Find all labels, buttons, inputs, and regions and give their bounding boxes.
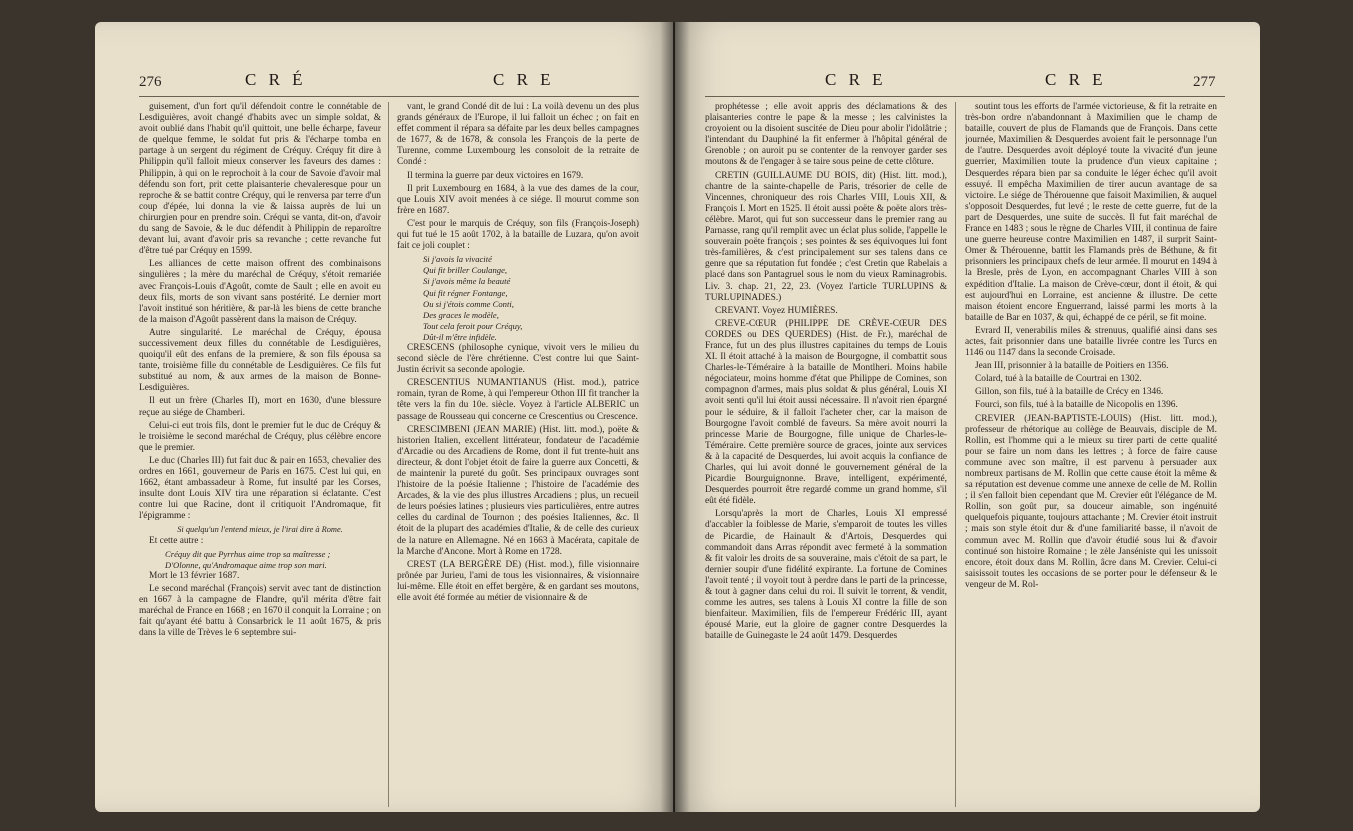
running-head-right-b: C R E — [1045, 70, 1107, 89]
paragraph: prophétesse ; elle avoit appris des déclamations & des plaisanteries contre le pape & la messe ; les calvinistes la croyoient ou la disoient suscitée de Dieu pour abolir l'idolâtrie ; l'intendant du Dauphiné la fit enfermer à l'hôpital général de Grenoble ; on auroit pu se contenter de la renvoyer garder ses moutons & de l'engager à se taire sous peine de cette clôture. — [705, 102, 947, 168]
book-gutter — [660, 22, 690, 812]
paragraph: Les alliances de cette maison offrent des combinaisons singulières ; la mère du maréchal de Créquy, s'étoit remariée avec François-Louis d'Agoût, comte de Sault ; elle en avoit eu deux fils, morts de son vivant sans postérité. Le dernier mort l'avoit institué son héritière, & par-là les biens de cette branche de la maison d'Agoût passèrent dans la maison de Créquy. — [139, 259, 381, 325]
paragraph: Colard, tué à la bataille de Courtrai en 1302. — [975, 374, 1142, 385]
paragraph: D'Olonne, qu'Andromaque aime trop son mari. — [165, 559, 327, 570]
paragraph: Fourci, son fils, tué à la bataille de Nicopolis en 1396. — [975, 400, 1178, 411]
paragraph: Qui fit régner Fontange, — [423, 287, 508, 298]
paragraph: Des graces le modèle, — [423, 309, 499, 320]
paragraph: CRETIN (GUILLAUME DU BOIS, dit) (Hist. litt. mod.), chantre de la sainte-chapelle de Paris, trésorier de celle de Vincennes, chroniqueur des rois Charles VIII, Louis XII, & François I. Mort en 1525. Il étoit aussi poëte & poëte alors très-célèbre. Marot, qui fut son successeur dans le premier rang au Parnasse, rang qu'il remplit avec un éclat plus solide, l'appelle le souverain poëte françois ; ses pointes & ses équivoques lui font très-familières, & c'est principalement sur ses talens dans ce genre que sa réputation fut fondée ; c'est Cretin que Rabelais a placé dans son Pantagruel sous le nom du vieux Raminagrobis. Liv. 3. chap. 21, 22, 23. (Voyez l'article TURLUPINS & TURLUPINADES.) — [705, 170, 947, 303]
paragraph: CRESCIMBENI (JEAN MARIE) (Hist. litt. mod.), poëte & historien Italien, excellent littérateur, fondateur de l'académie d'Arcadie ou des Arcadiens de Rome, dont il fut trente-huit ans directeur, & dont l'objet étoit de faire la guerre aux Concetti, & de maintenir la pureté du goût. Ses principaux ouvrages sont l'histoire de la poésie Italienne ; l'histoire de l'académie des Arcades, & la vie des plus illustres Arcadiens ; plus, un recueil de leurs poésies latines ; plusieurs vies particulières, entre autres celles du cardinal de Tournon ; des poésies Italiennes, &c. Il étoit de la plupart des académies d'Italie, & de celle des curieux de la nature en Allemagne. Né en 1663 à Macérata, capitale de la Marche d'Ancone. Mort à Rome en 1728. — [397, 424, 639, 557]
paragraph: Il termina la guerre par deux victoires en 1679. — [407, 170, 584, 181]
header-rule-left — [139, 96, 639, 97]
paragraph: Si j'avois la vivacité — [423, 254, 492, 265]
paragraph: CREVIER (JEAN-BAPTISTE-LOUIS) (Hist. litt. mod.), professeur de rhétorique au collège de Beauvais, disciple de M. Rollin, est l'homme qui a le mieux su tirer parti de cette qualité pour se faire un nom dans les lettres ; à force de faire cause commune avec son maître, il est parvenu à persuader aux nombreux partisans de M. Rollin que cette cause étoit la même & sa réputation est devenue comme une annexe de celle de M. Rollin ; il s'en falloit bien cependant que M. Crevier eût l'élégance de M. Rollin, son goût pur, sa douceur aimable, son ingénuité quelquefois piquante, toujours attachante ; M. Crevier étoit instruit ; mais son style étoit dur & d'une familiarité basse, il n'avoit de commun avec M. Rollin que d'avoir étudié sous lui & d'avoir continué son histoire Romaine ; le zèle Janséniste qui les unissoit encore, étoit doux dans M. Rollin, âcre dans M. Crevier. Celui-ci saisissoit toutes les occasions de se porter pour le défenseur & le vengeur de M. Rol- — [965, 413, 1217, 590]
page-number-left: 276 — [139, 74, 162, 90]
paragraph: Si j'avois même la beauté — [423, 276, 511, 287]
right-column-2 — [965, 102, 1217, 812]
left-column-1 — [139, 102, 381, 812]
paragraph: CRESCENTIUS NUMANTIANUS (Hist. mod.), patrice romain, tyran de Rome, à qui l'empereur Othon III fit trancher la tête vers la fin du 10e. siècle. Voyez à l'article ALBERIC un passage de Rousseau qui concerne ce Crescentius ou Crescence. — [397, 378, 639, 422]
paragraph: Jean III, prisonnier à la bataille de Poitiers en 1356. — [975, 361, 1169, 372]
paragraph: guisement, d'un fort qu'il défendoit contre le connétable de Lesdiguières, avoit changé d'habits avec un simple soldat, & avoit oublié dans l'habit qu'il quittoit, une belle écharpe, faveur de quelque femme, le soldat fut pris & l'écharpe tomba en partage à un sergent du régiment de Créquy. Créquy fit dire à Philippin qu'il falloit mieux conserver les faveurs des dames : Philippin, à qui on le reprochoit à la cour de Savoie d'avoir mal défendu son fort, prit cette plaisanterie chevaleresque pour un reproche & se battit contre Créquy, qui le renversa par terre d'un coup d'épée, lui donna la vie & laissa auprès de lui un chirurgien pour en prendre soin. Créqui se vanta, dit-on, d'avoir du sang de Savoie, & le duc défendit à Philippin de reparoître devant lui, avant d'avoir pris sa revanche ; cette revanche fut d'être tué par Créquy en 1599. — [139, 102, 381, 257]
paragraph: CREVE-CŒUR (PHILIPPE DE CRÈVE-CŒUR DES CORDES ou DES QUERDES) (Hist. de Fr.), maréchal de France, fut un des plus illustres capitaines du temps de Louis XI. Il étoit attaché à la maison de Bourgogne, il combattit sous Charles-le-Téméraire à la bataille de Montlheri. Moins habile négociateur, moins homme d'état que Philippe de Comines, son compagnon d'armes, mais plus soldat & plus général, Louis XI avoit senti qu'il lui étoit aussi nécessaire. Il n'avoit rien épargné pour le séduire, & il falloit l'acheter cher, car la maison de Bourgogne l'avoit comblé de faveurs. Sa mère avoit nourri la princesse Marie de Bourgogne, fille unique de Charles-le-Téméraire. Cette première source de graces, jointe aux services & à la capacité de Desquerdes, lui avoit acquis la confiance de Charles, qui lui avoit donné le gouvernement général de la Picardie Bourguignonne. Brave, intelligent, expérimenté, Desquerdes pourroit être regardé comme un grand homme, s'il eût été fidèle. — [705, 318, 947, 507]
paragraph: Et cette autre : — [149, 535, 204, 546]
paragraph: Celui-ci eut trois fils, dont le premier fut le duc de Créquy & le troisième le second maréchal de Créquy, plus célèbre encore que le premier. — [139, 420, 381, 453]
paragraph: Il eut un frère (Charles II), mort en 1630, d'une blessure reçue au siége de Chamberi. — [139, 396, 381, 418]
right-column-1 — [705, 102, 947, 812]
running-head-right-a: C R E — [825, 70, 887, 89]
column-divider-left — [388, 102, 389, 807]
paragraph: soutint tous les efforts de l'armée victorieuse, & fit la retraite en très-bon ordre n'abandonnant à Maximilien que le champ de bataille, couvert de plus de Flamands que de François. Dans cette journée, Maximilien & Desquerdes avoient fait le personnage l'un de l'autre. Desquerdes avoit déployé toute la vivacité d'un jeune guerrier, Maximilien toute la prudence d'un vieux capitaine ; Desquerdes répara bien par sa conduite le léger échec qu'il avoit essuyé. Il empêcha Maximilien de tirer aucun avantage de sa victoire. Le siége de Thérouenne que faisoit Maximilien, & auquel s'opposoit Desquerdes, fut levé ; le reste de cette guerre, fut de la part de Desquerdes, une suite de succès. Il fut fait maréchal de France en 1483 ; sous le règne de Charles VIII, il continua de faire une guerre heureuse contre Maximilien en 1487, il surprit Saint-Omer & Thérouenne, battit les Flamands près de Béthune, & fit prisonniers les principaux chefs de leur armée. Il mourut en 1494 à la Bresle, près de Lyon, en accompagnant Charles VIII à son expédition d'Italie. La maison de Crève-cœur, dont il étoit, & qui est aujourd'hui en Lorraine, est ancienne & illustre. De cette maison étoient encore Enguerrand, laissé parmi les morts à la bataille de Bar en 1037, & qui, échappé de ce péril, se fit moine. — [965, 102, 1217, 323]
paragraph: CRESCENS (philosophe cynique, vivoit vers le milieu du second siècle de l'ère chrétienne. C'est contre lui que Saint-Justin écrivit sa seconde apologie. — [397, 342, 639, 376]
paragraph: Lorsqu'après la mort de Charles, Louis XI empressé d'accabler la foiblesse de Marie, s'emparoit de toutes les villes de Picardie, de Hainault & d'Artois, Desquerdes qui commandoit dans Arras répondit avec fermeté à la sommation & fit valoir les droits de sa souveraine, mais c'étoit de sa part, le dernier soupir d'une fidélité expirante. La fortune de Comines l'avoit tenté ; il voyoit tout à perdre dans le parti de la princesse, & tout à gagner dans celui du roi. Il suivit le torrent, & vendit, comme les autres, ses talens à Louis XI contre la fille de son bienfaiteur. Maximilien, fils de l'empereur Frédéric III, ayant épousé Marie, eut la gloire de gagner contre Desquerdes la bataille de Guinegaste le 24 août 1479. Desquerdes — [705, 509, 947, 642]
left-column-2 — [397, 102, 639, 812]
paragraph: Dût-il m'être infidèle. — [423, 331, 497, 342]
running-head-left-a: C R É — [245, 70, 307, 89]
paragraph: Ou si j'étois comme Conti, — [423, 298, 514, 309]
running-head-left-b: C R E — [493, 70, 555, 89]
page-number-right: 277 — [1193, 74, 1216, 90]
paragraph: Evrard II, venerabilis miles & strenuus, qualifié ainsi dans ses actes, fait prisonnier dans une bataille livrée contre les Turcs en 1146 ou 1147 dans la seconde Croisade. — [965, 325, 1217, 359]
paragraph: CREVANT. Voyez HUMIÈRES. — [715, 305, 838, 316]
paragraph: CREST (LA BERGÈRE DE) (Hist. mod.), fille visionnaire prônée par Jurieu, l'ami de tous les visionnaires, & visionnaire lui-même. Elle étoit en effet bergère, & en gardant ses moutons, elle avoit été formée au métier de visionnaire & de — [397, 559, 639, 604]
paragraph: Le duc (Charles III) fut fait duc & pair en 1653, chevalier des ordres en 1661, gouverneur de Paris en 1675. C'est lui qui, en 1662, étant ambassadeur à Rome, fut insulté par les Corses, insulte dont Louis XIV tira une réparation si éclatante. C'est contre lui que Racine, dont il critiquoit l'Andromaque, fit l'épigramme : — [139, 455, 381, 522]
paragraph: vant, le grand Condé dit de lui : La voilà devenu un des plus grands généraux de l'Europe, il lui falloit un échec ; on fait en effet comment il répara sa défaite par les deux belles campagnes de 1677, & de 1678, & consola les François de la perte de Turenne, comme Luxembourg les consoloit de la retraite de Condé : — [397, 102, 639, 168]
left-page — [95, 22, 673, 812]
paragraph: Il prit Luxembourg en 1684, à la vue des dames de la cour, que Louis XIV avoit menées à ce siége. Il mourut comme son frère en 1687. — [397, 183, 639, 216]
paragraph: C'est pour le marquis de Créquy, son fils (François-Joseph) qui fut tué le 15 août 1702, à la bataille de Luzara, qu'on avoit fait ce joli couplet : — [397, 218, 639, 252]
paragraph: Gillon, son fils, tué à la bataille de Crécy en 1346. — [975, 387, 1164, 398]
column-divider-right — [955, 102, 956, 807]
header-rule-right — [705, 96, 1225, 97]
paragraph: Créquy dit que Pyrrhus aime trop sa maîtresse ; — [165, 548, 331, 559]
paragraph: Mort le 13 février 1687. — [149, 570, 240, 581]
paragraph: Si quelqu'un l'entend mieux, je l'irai dire à Rome. — [177, 525, 343, 535]
paragraph: Tout cela feroit pour Créquy, — [423, 320, 523, 331]
paragraph: Le second maréchal (François) servit avec tant de distinction en 1667 à la campagne de Flandre, qu'il mérita d'être fait maréchal de France en 1668 ; en 1670 il conquit la Lorraine ; on fait qu'ayant été battu à Consarbrick le 11 août 1675, & pris dans la ville de Trèves le 6 septembre sui- — [139, 583, 381, 639]
paragraph: Qui fit briller Coulange, — [423, 265, 508, 276]
paragraph: Autre singularité. Le maréchal de Créquy, épousa successivement deux filles du connétable de Lesdiguières, quoiqu'il eût des enfans de la premiere, & son fils épousa sa tante, troisième fille du connétable de Lesdiguières. Ce fils fut substitué au nom, & aux armes de la maison de Bonne-Lesdiguières. — [139, 327, 381, 394]
right-page — [675, 22, 1260, 812]
